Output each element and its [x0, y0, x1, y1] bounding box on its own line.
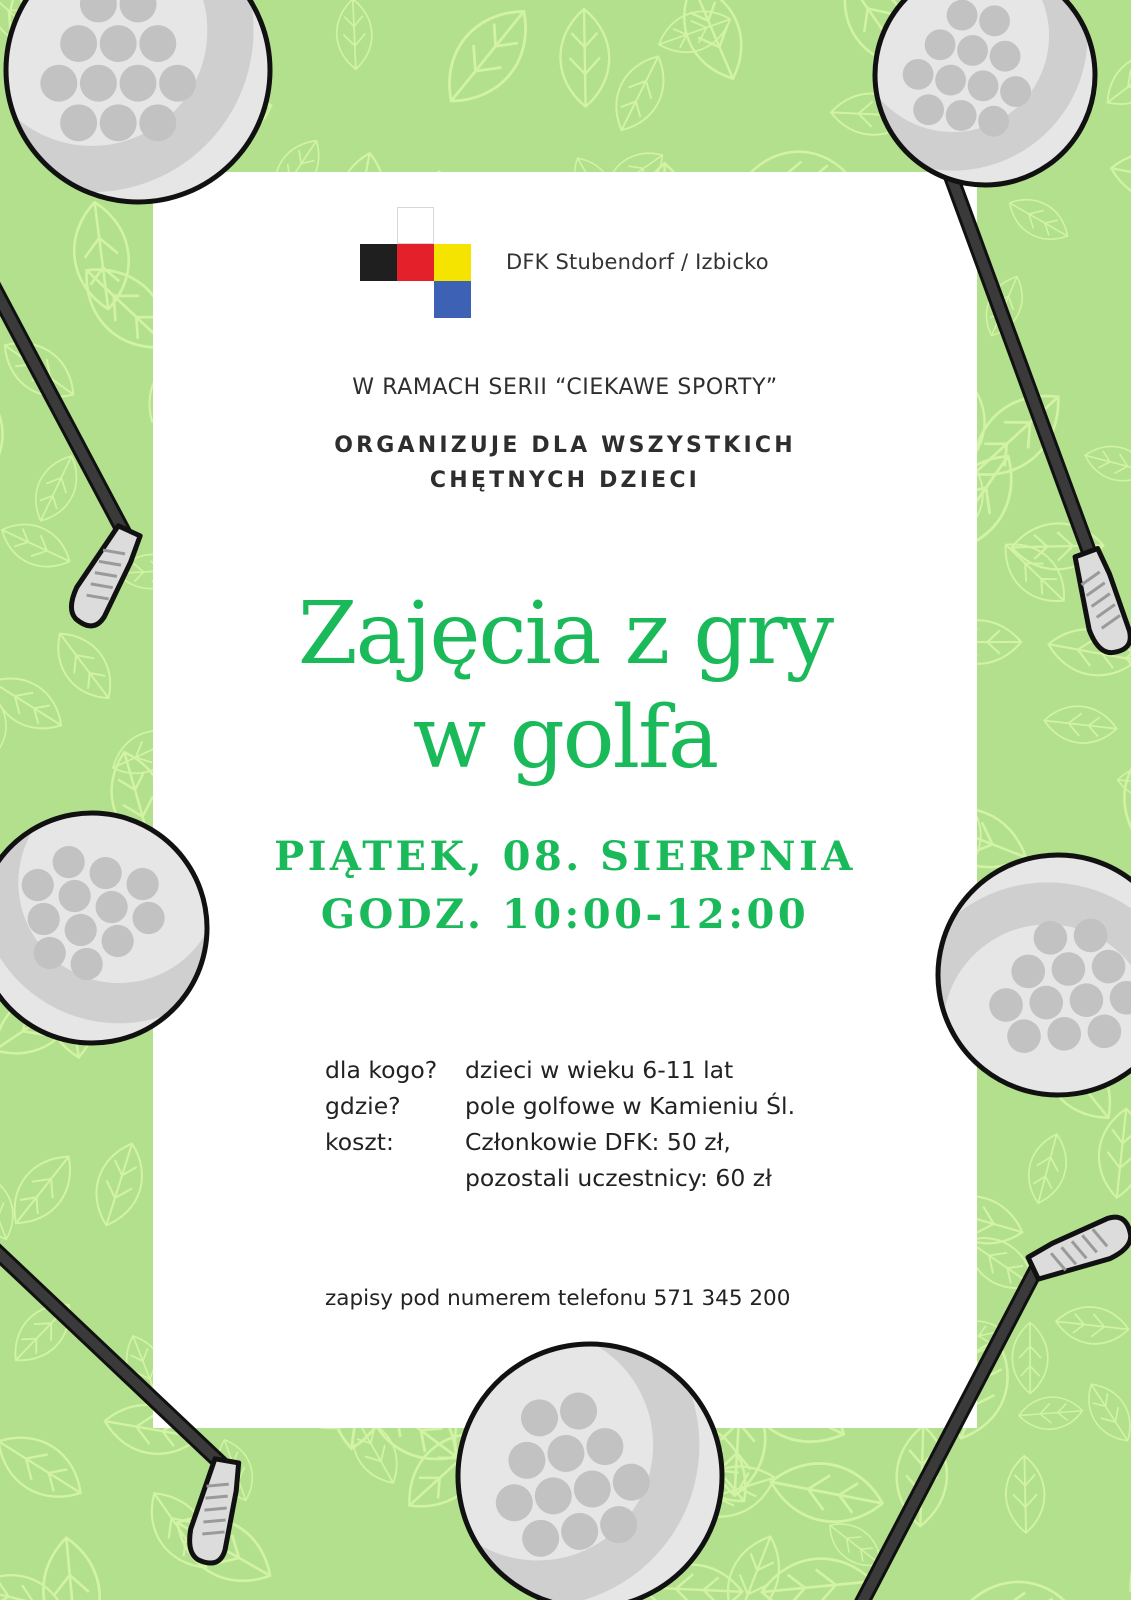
organization-name: DFK Stubendorf / Izbicko: [506, 250, 769, 274]
golf-club-icon: [858, 1206, 1131, 1600]
time-line: GODZ. 10:00-12:00: [320, 891, 810, 938]
golf-ball-icon: [814, 0, 1119, 202]
series-line: W RAMACH SERII “CIEKAWE SPORTY”: [352, 375, 778, 400]
title-line: Zajęcia z gry: [297, 584, 833, 684]
detail-value: Członkowie DFK: 50 zł,: [465, 1128, 731, 1156]
contact-line: zapisy pod numerem telefonu 571 345 200: [325, 1286, 791, 1311]
golf-club-icon: [0, 280, 141, 632]
organize-line: CHĘTNYCH DZIECI: [429, 468, 701, 493]
golf-ball-icon: [377, 1278, 743, 1600]
organize-line: ORGANIZUJE DLA WSZYSTKICH: [334, 433, 796, 458]
detail-label: gdzie?: [325, 1092, 401, 1120]
golf-club-icon: [948, 168, 1131, 659]
golf-ball-icon: [0, 742, 265, 1061]
title-line: w golfa: [412, 688, 718, 788]
golf-ball-icon: [0, 0, 270, 202]
detail-value: pole golfowe w Kamieniu Śl.: [465, 1092, 796, 1120]
detail-label: koszt:: [325, 1128, 394, 1156]
golf-club-icon: [0, 1245, 239, 1565]
golf-ball-icon: [858, 811, 1131, 1201]
detail-value: dzieci w wieku 6-11 lat: [465, 1056, 734, 1084]
date-line: PIĄTEK, 08. SIERPNIA: [274, 833, 856, 880]
detail-value: pozostali uczestnicy: 60 zł: [465, 1164, 772, 1192]
detail-label: dla kogo?: [325, 1056, 438, 1084]
